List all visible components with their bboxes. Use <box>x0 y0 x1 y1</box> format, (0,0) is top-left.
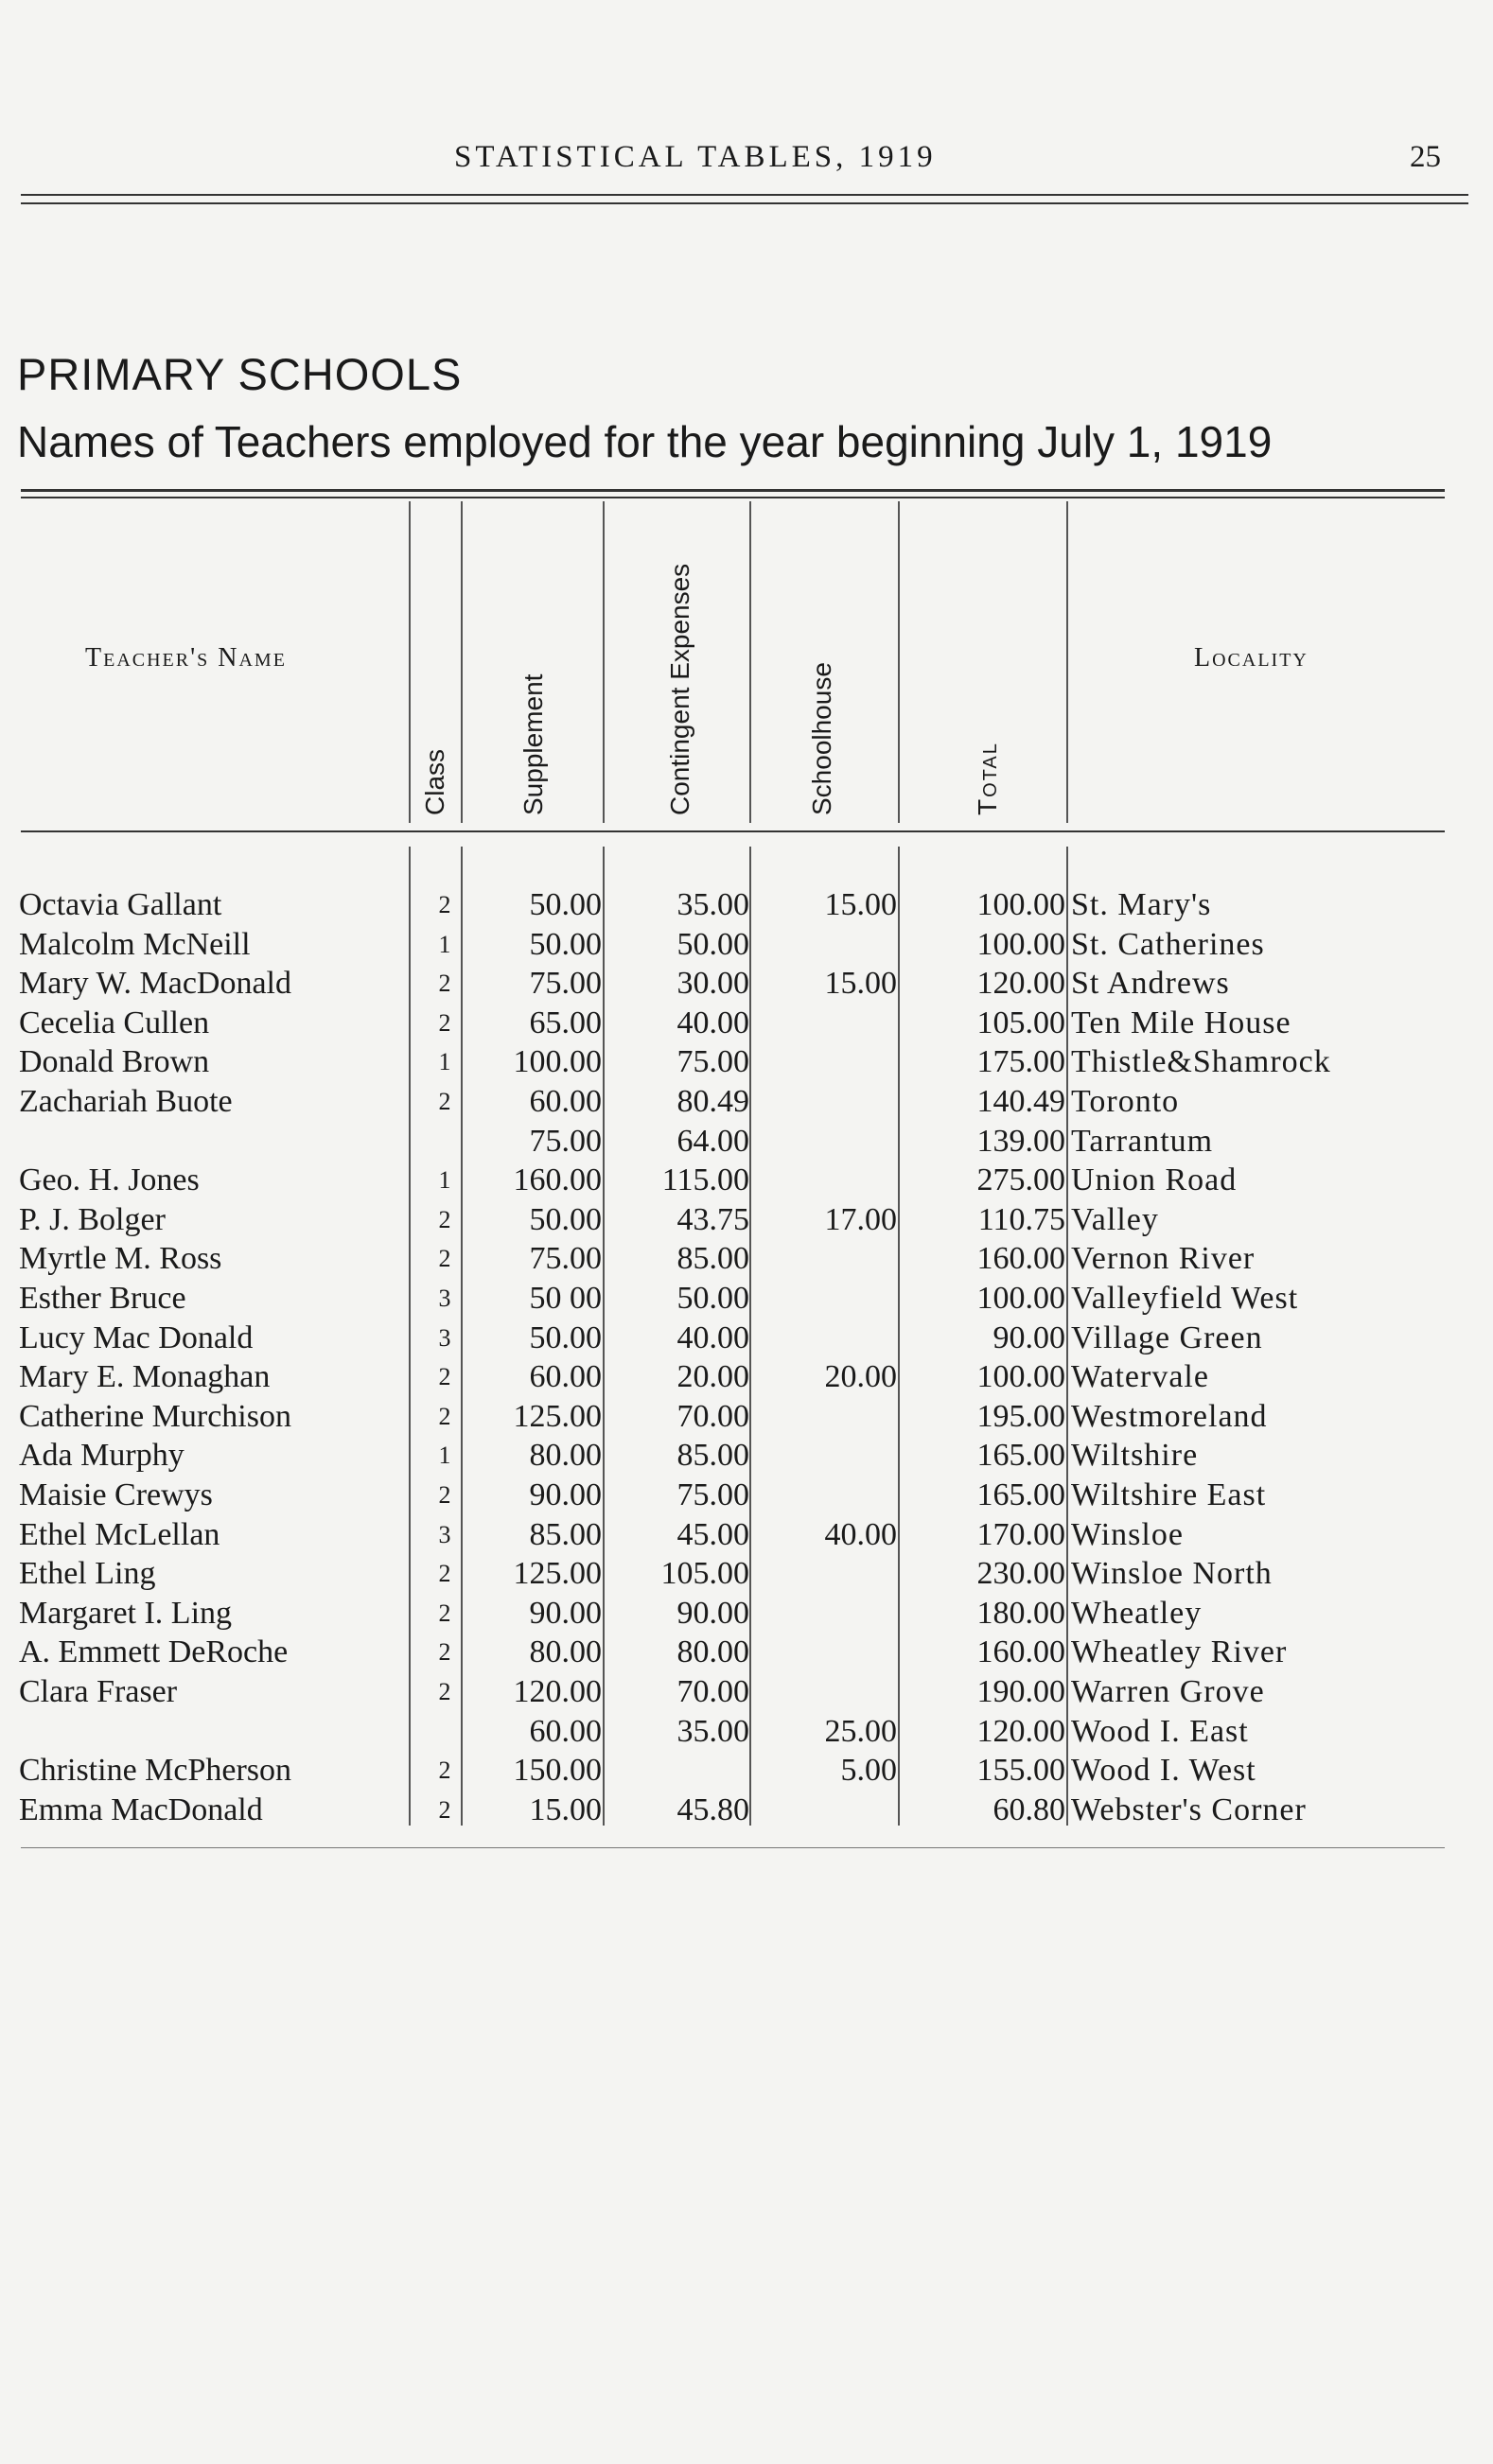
table-row <box>0 1476 1493 1514</box>
running-head-title: STATISTICAL TABLES, 1919 <box>454 140 937 174</box>
contingent-value: 80.49 <box>676 1084 749 1119</box>
class-value: 2 <box>438 1363 451 1391</box>
contingent-value: 43.75 <box>676 1201 749 1237</box>
class-value: 2 <box>438 1205 451 1233</box>
locality-name: Webster's Corner <box>1071 1791 1307 1827</box>
locality-name: St. Mary's <box>1071 887 1212 922</box>
total-value: 195.00 <box>976 1398 1065 1434</box>
locality-name: Wood I. East <box>1071 1713 1249 1749</box>
total-value: 100.00 <box>976 1359 1065 1395</box>
section-title: PRIMARY SCHOOLS <box>17 349 463 399</box>
table-row <box>0 1082 1493 1121</box>
total-value: 139.00 <box>976 1123 1065 1159</box>
contingent-value: 115.00 <box>661 1162 749 1198</box>
locality-name: Winsloe <box>1071 1516 1184 1552</box>
table-row <box>0 1672 1493 1711</box>
table-row <box>0 964 1493 1003</box>
header-rule-top <box>21 194 1468 196</box>
contingent-value: 30.00 <box>676 966 749 1002</box>
supplement-value: 120.00 <box>513 1674 602 1709</box>
class-value: 2 <box>438 970 451 998</box>
schoolhouse-value: 15.00 <box>824 966 897 1002</box>
header-total: Total <box>973 742 1002 815</box>
teacher-name: Christine McPherson <box>19 1753 292 1789</box>
total-value: 165.00 <box>976 1438 1065 1474</box>
total-value: 110.75 <box>977 1201 1065 1237</box>
table-row <box>0 1004 1493 1042</box>
class-value: 3 <box>438 1284 451 1312</box>
total-value: 165.00 <box>976 1477 1065 1512</box>
supplement-value: 75.00 <box>529 966 602 1002</box>
total-value: 105.00 <box>976 1005 1065 1040</box>
total-value: 275.00 <box>976 1162 1065 1198</box>
class-value: 2 <box>438 1599 451 1627</box>
class-value: 2 <box>438 1481 451 1509</box>
contingent-value: 70.00 <box>676 1674 749 1709</box>
total-value: 120.00 <box>976 966 1065 1002</box>
teacher-name: Zachariah Buote <box>19 1084 233 1119</box>
contingent-value: 85.00 <box>676 1438 749 1474</box>
table-row <box>0 1122 1493 1161</box>
total-value: 60.80 <box>992 1791 1065 1827</box>
locality-name: Watervale <box>1071 1359 1209 1395</box>
teacher-name: Margaret I. Ling <box>19 1595 233 1631</box>
teacher-name: Cecelia Cullen <box>19 1005 210 1040</box>
supplement-value: 90.00 <box>529 1595 602 1631</box>
supplement-value: 80.00 <box>529 1438 602 1474</box>
locality-name: Westmoreland <box>1071 1398 1268 1434</box>
col-divider <box>898 501 900 823</box>
locality-name: Wheatley River <box>1071 1634 1288 1670</box>
supplement-value: 85.00 <box>529 1516 602 1552</box>
col-divider <box>749 501 751 823</box>
supplement-value: 60.00 <box>529 1359 602 1395</box>
header-supplement: Supplement <box>518 673 548 815</box>
class-value: 2 <box>438 1560 451 1588</box>
table-rule-top-2 <box>21 497 1445 498</box>
supplement-value: 60.00 <box>529 1084 602 1119</box>
header-schoolhouse: Schoolhouse <box>807 662 836 815</box>
col-divider <box>409 501 411 823</box>
col-divider <box>461 501 463 823</box>
running-head <box>0 140 1493 178</box>
header-locality: Locality <box>1194 643 1309 673</box>
table-row <box>0 1554 1493 1593</box>
total-value: 140.49 <box>976 1084 1065 1119</box>
contingent-value: 40.00 <box>676 1005 749 1040</box>
class-value: 2 <box>438 1795 451 1824</box>
table-row <box>0 885 1493 924</box>
schoolhouse-value: 40.00 <box>824 1516 897 1552</box>
total-value: 170.00 <box>976 1516 1065 1552</box>
locality-name: Valleyfield West <box>1071 1281 1299 1316</box>
locality-name: Vernon River <box>1071 1241 1256 1277</box>
supplement-value: 75.00 <box>529 1241 602 1277</box>
locality-name: Thistle&Shamrock <box>1071 1044 1331 1080</box>
total-value: 155.00 <box>976 1753 1065 1789</box>
class-value: 1 <box>438 1048 451 1076</box>
teacher-name: Ethel McLellan <box>19 1516 220 1552</box>
class-value: 1 <box>438 1442 451 1470</box>
teacher-name: Maisie Crewys <box>19 1477 213 1512</box>
total-value: 175.00 <box>976 1044 1065 1080</box>
teacher-name: Clara Fraser <box>19 1674 178 1709</box>
table-row <box>0 1042 1493 1081</box>
total-value: 230.00 <box>976 1556 1065 1592</box>
class-value: 2 <box>438 1638 451 1667</box>
supplement-value: 125.00 <box>513 1556 602 1592</box>
supplement-value: 50 00 <box>529 1281 602 1316</box>
table-row <box>0 1436 1493 1475</box>
contingent-value: 75.00 <box>676 1477 749 1512</box>
teacher-name: Octavia Gallant <box>19 887 222 922</box>
contingent-value: 35.00 <box>676 887 749 922</box>
table-row <box>0 1594 1493 1633</box>
table-row <box>0 1712 1493 1751</box>
total-value: 90.00 <box>992 1319 1065 1355</box>
col-divider <box>603 501 605 823</box>
contingent-value: 50.00 <box>676 926 749 962</box>
supplement-value: 50.00 <box>529 926 602 962</box>
contingent-value: 75.00 <box>676 1044 749 1080</box>
class-value: 2 <box>438 1008 451 1037</box>
class-value: 1 <box>438 1166 451 1195</box>
teacher-name: Mary W. MacDonald <box>19 966 292 1002</box>
total-value: 160.00 <box>976 1634 1065 1670</box>
schoolhouse-value: 20.00 <box>824 1359 897 1395</box>
teacher-name: Ada Murphy <box>19 1438 184 1474</box>
total-value: 190.00 <box>976 1674 1065 1709</box>
teacher-name: Catherine Murchison <box>19 1398 291 1434</box>
locality-name: Valley <box>1071 1201 1159 1237</box>
locality-name: Wiltshire East <box>1071 1477 1267 1512</box>
teacher-name: Malcolm McNeill <box>19 926 251 962</box>
total-value: 160.00 <box>976 1241 1065 1277</box>
col-divider <box>1066 501 1068 823</box>
teacher-name: Ethel Ling <box>19 1556 156 1592</box>
class-value: 3 <box>438 1520 451 1548</box>
class-value: 2 <box>438 891 451 918</box>
table-rule-bottom <box>21 1847 1445 1848</box>
locality-name: Winsloe North <box>1071 1556 1273 1592</box>
teacher-name: A. Emmett DeRoche <box>19 1634 289 1670</box>
class-value: 2 <box>438 1245 451 1273</box>
locality-name: Union Road <box>1071 1162 1238 1198</box>
page-number: 25 <box>1410 140 1441 174</box>
supplement-value: 50.00 <box>529 1319 602 1355</box>
contingent-value: 45.80 <box>676 1791 749 1827</box>
table-row <box>0 1357 1493 1396</box>
class-value: 2 <box>438 1088 451 1115</box>
locality-name: Toronto <box>1071 1084 1180 1119</box>
table-rule-top <box>21 489 1445 492</box>
locality-name: St. Catherines <box>1071 926 1265 962</box>
table-row <box>0 1279 1493 1318</box>
supplement-value: 50.00 <box>529 1201 602 1237</box>
table-row <box>0 1633 1493 1671</box>
locality-name: Wood I. West <box>1071 1753 1256 1789</box>
table-row <box>0 1239 1493 1278</box>
teacher-name: Lucy Mac Donald <box>19 1319 254 1355</box>
locality-name: Wiltshire <box>1071 1438 1199 1474</box>
table-row <box>0 1751 1493 1790</box>
contingent-value: 35.00 <box>676 1713 749 1749</box>
supplement-value: 90.00 <box>529 1477 602 1512</box>
table-row <box>0 1319 1493 1357</box>
supplement-value: 160.00 <box>513 1162 602 1198</box>
supplement-value: 125.00 <box>513 1398 602 1434</box>
total-value: 100.00 <box>976 1281 1065 1316</box>
locality-name: Warren Grove <box>1071 1674 1265 1709</box>
teacher-name: Emma MacDonald <box>19 1791 263 1827</box>
header-contingent-expenses: Contingent Expenses <box>665 563 694 815</box>
contingent-value: 20.00 <box>676 1359 749 1395</box>
locality-name: Village Green <box>1071 1319 1263 1355</box>
schoolhouse-value: 5.00 <box>840 1753 897 1789</box>
supplement-value: 60.00 <box>529 1713 602 1749</box>
total-value: 180.00 <box>976 1595 1065 1631</box>
class-value: 2 <box>438 1678 451 1705</box>
teacher-name: Geo. H. Jones <box>19 1162 200 1198</box>
section-subtitle: Names of Teachers employed for the year beginning July 1, 1919 <box>17 417 1273 466</box>
class-value: 3 <box>438 1323 451 1352</box>
header-teachers-name: Teacher's Name <box>85 643 287 673</box>
contingent-value: 64.00 <box>676 1123 749 1159</box>
table-row <box>0 1397 1493 1436</box>
contingent-value: 50.00 <box>676 1281 749 1316</box>
supplement-value: 100.00 <box>513 1044 602 1080</box>
table-row <box>0 1200 1493 1239</box>
locality-name: Tarrantum <box>1071 1123 1214 1159</box>
contingent-value: 105.00 <box>660 1556 749 1592</box>
table-row <box>0 1161 1493 1199</box>
contingent-value: 70.00 <box>676 1398 749 1434</box>
supplement-value: 80.00 <box>529 1634 602 1670</box>
table-row <box>0 1791 1493 1829</box>
teacher-name: Donald Brown <box>19 1044 210 1080</box>
supplement-value: 50.00 <box>529 887 602 922</box>
table-row <box>0 925 1493 964</box>
total-value: 100.00 <box>976 926 1065 962</box>
contingent-value: 45.00 <box>676 1516 749 1552</box>
header-class: Class <box>420 748 449 815</box>
contingent-value: 85.00 <box>676 1241 749 1277</box>
locality-name: St Andrews <box>1071 966 1230 1002</box>
schoolhouse-value: 17.00 <box>824 1201 897 1237</box>
supplement-value: 65.00 <box>529 1005 602 1040</box>
teacher-name: Myrtle M. Ross <box>19 1241 222 1277</box>
contingent-value: 40.00 <box>676 1319 749 1355</box>
total-value: 100.00 <box>976 887 1065 922</box>
schoolhouse-value: 15.00 <box>824 887 897 922</box>
class-value: 1 <box>438 930 451 958</box>
header-rule-bottom <box>21 202 1468 204</box>
table-header-rule <box>21 830 1445 832</box>
table-row <box>0 1515 1493 1554</box>
supplement-value: 150.00 <box>513 1753 602 1789</box>
supplement-value: 15.00 <box>529 1791 602 1827</box>
locality-name: Ten Mile House <box>1071 1005 1291 1040</box>
total-value: 120.00 <box>976 1713 1065 1749</box>
teacher-name: Esther Bruce <box>19 1281 186 1316</box>
class-value: 2 <box>438 1402 451 1430</box>
teacher-name: P. J. Bolger <box>19 1201 166 1237</box>
teacher-name: Mary E. Monaghan <box>19 1359 271 1395</box>
contingent-value: 90.00 <box>676 1595 749 1631</box>
class-value: 2 <box>438 1756 451 1785</box>
locality-name: Wheatley <box>1071 1595 1203 1631</box>
contingent-value: 80.00 <box>676 1634 749 1670</box>
supplement-value: 75.00 <box>529 1123 602 1159</box>
schoolhouse-value: 25.00 <box>824 1713 897 1749</box>
